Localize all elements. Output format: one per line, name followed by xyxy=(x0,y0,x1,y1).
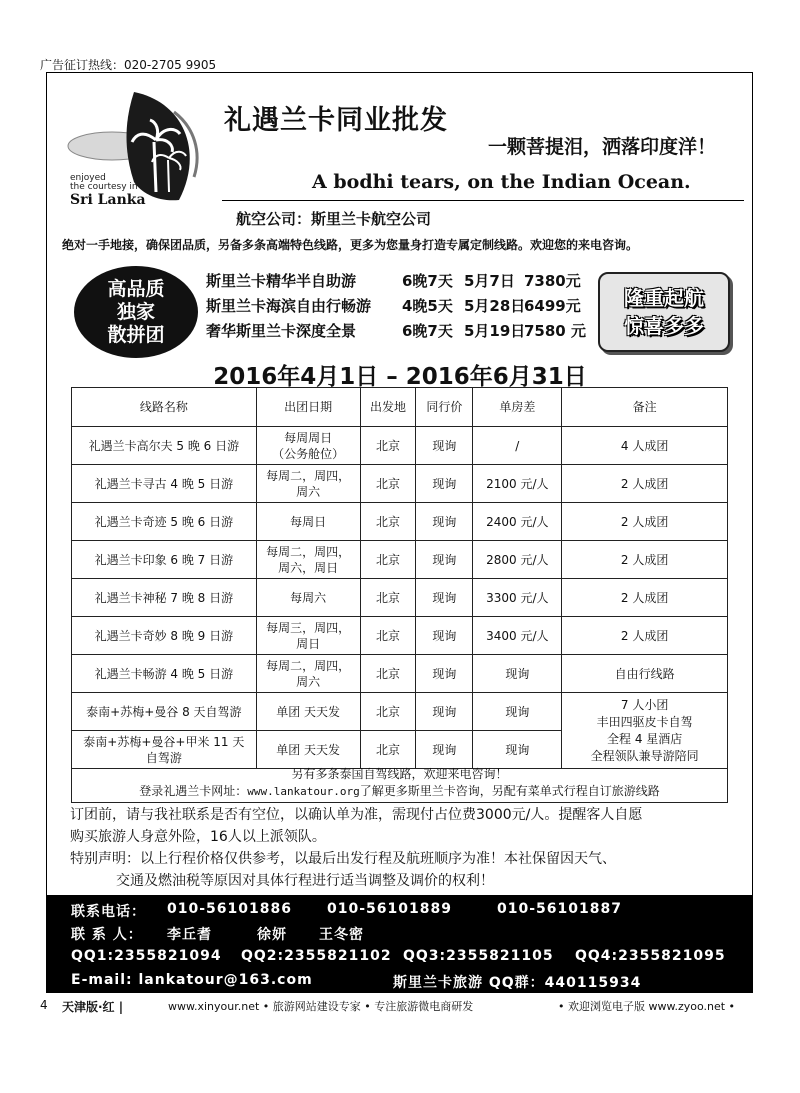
deal-duration: 6晚7天 xyxy=(402,322,453,340)
footnote-text: 了解更多斯里兰卡咨询，另配有菜单式行程自订旅游线路 xyxy=(359,784,660,798)
quality-badge xyxy=(74,266,198,358)
departure-dates: 单团 天天发 xyxy=(256,693,360,731)
trade-price: 现询 xyxy=(416,731,473,769)
notice-line: 特别声明：以上行程价格仅供参考，以最后出发行程及航班顺序为准！本社保留因天气、 xyxy=(70,851,616,867)
departure-dates: 每周周日 （公务舱位） xyxy=(256,427,360,465)
departure-city: 北京 xyxy=(360,427,416,465)
departure-city: 北京 xyxy=(360,579,416,617)
column-header: 同行价 xyxy=(416,388,473,427)
departure-dates: 每周三，周四， 周日 xyxy=(256,617,360,655)
remark: 2 人成团 xyxy=(562,541,728,579)
contact-person: 王冬密 xyxy=(319,927,364,943)
departure-city: 北京 xyxy=(360,655,416,693)
column-header: 线路名称 xyxy=(72,388,257,427)
deal-price: 7380元 xyxy=(524,272,581,290)
footnote-text: 登录礼遇兰卡网址： xyxy=(139,784,248,798)
qq-group: 斯里兰卡旅游 QQ群：440115934 xyxy=(393,975,642,991)
phone-label: 联系电话： xyxy=(71,904,146,920)
remark: 2 人成团 xyxy=(562,617,728,655)
trade-price: 现询 xyxy=(416,503,473,541)
deal-duration: 4晚5天 xyxy=(402,297,453,315)
table-row xyxy=(72,541,728,579)
remark: 2 人成团 xyxy=(562,579,728,617)
page-number: 4 xyxy=(40,998,48,1012)
badge-line: 散拼团 xyxy=(107,323,165,346)
trade-price: 现询 xyxy=(416,465,473,503)
phone-number: 010-56101889 xyxy=(327,901,452,917)
departure-city: 北京 xyxy=(360,617,416,655)
qq-number: QQ3:2355821105 xyxy=(403,948,554,964)
deal-date: 5月28日 xyxy=(464,297,526,315)
trade-price: 现询 xyxy=(416,693,473,731)
header-divider xyxy=(222,200,744,201)
qq-number: QQ1:2355821094 xyxy=(71,948,222,964)
website-link[interactable]: www.lankatour.org xyxy=(247,785,360,798)
logo-text-sri-lanka: Sri Lanka xyxy=(70,192,146,208)
badge-line: 高品质 xyxy=(107,277,165,300)
ad-hotline: 广告征订热线：020-2705 9905 xyxy=(40,58,217,72)
route-name: 泰南+苏梅+曼谷 8 天自驾游 xyxy=(72,693,257,731)
table-row xyxy=(72,693,728,731)
footnote-line xyxy=(72,783,727,800)
departure-city: 北京 xyxy=(360,731,416,769)
deal-date: 5月19日 xyxy=(464,322,526,340)
table-row xyxy=(72,427,728,465)
table-footnote xyxy=(71,764,728,803)
route-table xyxy=(71,387,728,769)
trade-price: 现询 xyxy=(416,579,473,617)
route-name: 礼遇兰卡印象 6 晚 7 日游 xyxy=(72,541,257,579)
departure-city: 北京 xyxy=(360,465,416,503)
departure-dates: 单团 天天发 xyxy=(256,731,360,769)
deal-name: 奢华斯里兰卡深度全景 xyxy=(206,322,357,340)
single-supplement: 现询 xyxy=(473,731,562,769)
single-supplement: 3400 元/人 xyxy=(473,617,562,655)
notice-line: 订团前，请与我社联系是否有空位，以确认单为准，需现付占位费3000元/人。提醒客人自愿 xyxy=(70,807,643,823)
column-header: 备注 xyxy=(562,388,728,427)
departure-city: 北京 xyxy=(360,541,416,579)
table-row xyxy=(72,617,728,655)
contact-panel xyxy=(47,895,752,993)
departure-dates: 每周二，周四， 周六 xyxy=(256,465,360,503)
notice-line: 购买旅游人身意外险，16人以上派领队。 xyxy=(70,829,326,845)
trade-price: 现询 xyxy=(416,617,473,655)
route-name: 礼遇兰卡高尔夫 5 晚 6 日游 xyxy=(72,427,257,465)
footnote-line: 另有多条泰国自驾线路，欢迎来电咨询！ xyxy=(291,767,508,781)
trade-price: 现询 xyxy=(416,541,473,579)
notice-line: 交通及燃油税等原因对具体行程进行适当调整及调价的权利！ xyxy=(116,873,494,889)
person-label: 联 系 人： xyxy=(71,927,143,943)
footer-left-text: www.xinyour.net • 旅游网站建设专家 • 专注旅游微电商研发 xyxy=(168,1000,474,1013)
slogan-english: A bodhi tears, on the Indian Ocean. xyxy=(312,171,691,193)
badge-line: 独家 xyxy=(116,300,155,323)
column-header: 单房差 xyxy=(473,388,562,427)
page-title: 礼遇兰卡同业批发 xyxy=(224,105,448,136)
single-supplement: / xyxy=(473,427,562,465)
table-row xyxy=(72,503,728,541)
departure-city: 北京 xyxy=(360,693,416,731)
single-supplement: 现询 xyxy=(473,693,562,731)
booking-notice xyxy=(70,804,740,892)
promo-sticker xyxy=(598,272,730,352)
table-row xyxy=(72,465,728,503)
table-row xyxy=(72,579,728,617)
intro-text: 绝对一手地接，确保团品质，另备多条高端特色线路，更多为您量身打造专属定制线路。欢迎您的来电咨询。 xyxy=(62,238,639,252)
departure-dates: 每周二，周四， 周六 xyxy=(256,655,360,693)
route-name: 礼遇兰卡寻古 4 晚 5 日游 xyxy=(72,465,257,503)
qq-number: QQ4:2355821095 xyxy=(575,948,726,964)
contact-person: 徐妍 xyxy=(257,927,287,943)
deal-price: 7580 元 xyxy=(524,322,586,340)
phone-number: 010-56101886 xyxy=(167,901,292,917)
departure-dates: 每周日 xyxy=(256,503,360,541)
departure-city: 北京 xyxy=(360,503,416,541)
remark: 4 人成团 xyxy=(562,427,728,465)
remark: 自由行线路 xyxy=(562,655,728,693)
route-name: 礼遇兰卡奇妙 8 晚 9 日游 xyxy=(72,617,257,655)
table-row xyxy=(72,655,728,693)
remark: 2 人成团 xyxy=(562,503,728,541)
deal-date: 5月7日 xyxy=(464,272,515,290)
footer-right-text: • 欢迎浏览电子版 www.zyoo.net • xyxy=(558,1000,736,1013)
qq-number: QQ2:2355821102 xyxy=(241,948,392,964)
sri-lanka-logo xyxy=(64,82,214,210)
trade-price: 现询 xyxy=(416,427,473,465)
validity-date-range: 2016年4月1日 – 2016年6月31日 xyxy=(213,364,587,390)
airline-info: 航空公司：斯里兰卡航空公司 xyxy=(236,210,432,228)
remark: 2 人成团 xyxy=(562,465,728,503)
deal-price: 6499元 xyxy=(524,297,581,315)
slogan-chinese: 一颗菩提泪，洒落印度洋！ xyxy=(488,136,717,158)
table-header-row xyxy=(72,388,728,427)
promo-line: 隆重起航 xyxy=(624,286,704,310)
single-supplement: 3300 元/人 xyxy=(473,579,562,617)
departure-dates: 每周二，周四， 周六，周日 xyxy=(256,541,360,579)
promo-line: 惊喜多多 xyxy=(624,314,704,338)
column-header: 出团日期 xyxy=(256,388,360,427)
deal-duration: 6晚7天 xyxy=(402,272,453,290)
logo-text-courtesy: the courtesy in xyxy=(70,182,138,192)
trade-price: 现询 xyxy=(416,655,473,693)
shared-remark: 7 人小团 丰田四驱皮卡自驾 全程 4 星酒店 全程领队兼导游陪同 xyxy=(562,693,728,769)
contact-person: 李丘耆 xyxy=(167,927,212,943)
phone-number: 010-56101887 xyxy=(497,901,622,917)
deal-name: 斯里兰卡精华半自助游 xyxy=(206,272,357,290)
single-supplement: 2400 元/人 xyxy=(473,503,562,541)
deal-name: 斯里兰卡海滨自由行畅游 xyxy=(206,297,372,315)
edition-label: 天津版·红 | xyxy=(62,1000,124,1014)
logo-text-enjoyed: enjoyed xyxy=(70,173,106,183)
departure-dates: 每周六 xyxy=(256,579,360,617)
route-name: 礼遇兰卡神秘 7 晚 8 日游 xyxy=(72,579,257,617)
column-header: 出发地 xyxy=(360,388,416,427)
single-supplement: 现询 xyxy=(473,655,562,693)
single-supplement: 2100 元/人 xyxy=(473,465,562,503)
route-name: 礼遇兰卡畅游 4 晚 5 日游 xyxy=(72,655,257,693)
email-address[interactable]: E-mail: lankatour@163.com xyxy=(71,972,313,988)
single-supplement: 2800 元/人 xyxy=(473,541,562,579)
route-name: 泰南+苏梅+曼谷+甲米 11 天 自驾游 xyxy=(72,731,257,769)
route-name: 礼遇兰卡奇迹 5 晚 6 日游 xyxy=(72,503,257,541)
